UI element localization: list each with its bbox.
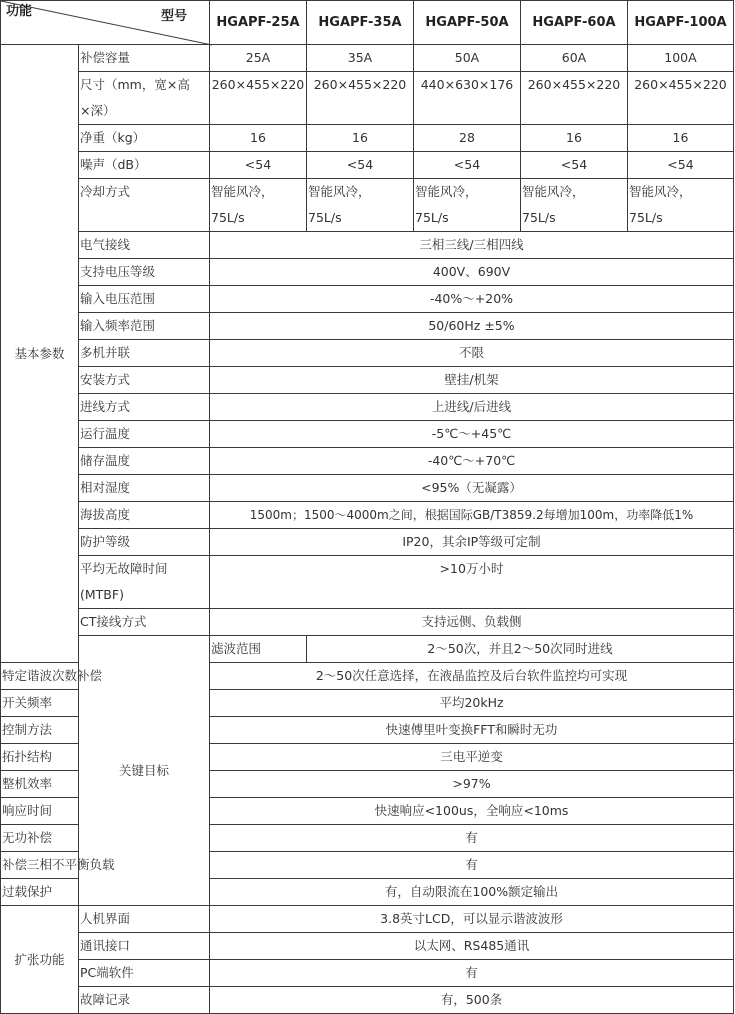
row-label: 海拔高度 [79,502,210,529]
table-row [1,960,734,987]
row-label-line: 平均无故障时间 [80,561,168,576]
model-header-50a: HGAPF-50A [414,1,521,45]
cell-value: 快速傅里叶变换FFT和瞬时无功 [210,717,734,744]
row-label: CT接线方式 [79,609,210,636]
cell-value: 有 [210,960,734,987]
table-row [1,609,734,636]
cell-value: 三相三线/三相四线 [210,232,734,259]
cell-value: 快速响应<100us，全响应<10ms [210,798,734,825]
table-row [1,286,734,313]
table-row [1,340,734,367]
row-label: 安装方式 [79,367,210,394]
row-label: 电气接线 [79,232,210,259]
table-row [1,556,734,609]
table-row [1,125,734,152]
row-label: 滤波范围 [210,636,307,663]
cell-value: 支持远侧、负载侧 [210,609,734,636]
row-label: 支持电压等级 [79,259,210,286]
row-label: 控制方法 [1,717,79,744]
cell-value [628,179,734,232]
cooling-line: 智能风冷， [629,184,692,199]
header-diagonal-cell [1,1,210,45]
table-row [1,152,734,179]
table-row [1,45,734,72]
cell-value: 平均20kHz [210,690,734,717]
header-row [1,1,734,45]
table-row [1,529,734,556]
cell-value: -40%～+20% [210,286,734,313]
cell-value: -40℃～+70℃ [210,448,734,475]
cell-value: 2～50次任意选择，在液晶监控及后台软件监控均可实现 [210,663,734,690]
cell-value: 16 [307,125,414,152]
cell-value: 以太网、RS485通讯 [210,933,734,960]
cooling-line: 75L/s [415,210,449,225]
cell-value [307,179,414,232]
cell-value: 440×630×176 [414,72,521,125]
row-label: 故障记录 [79,987,210,1014]
model-header: 型号 [160,9,187,24]
cell-value: <54 [210,152,307,179]
cell-value: 1500m；1500～4000m之间，根据国际GB/T3859.2每增加100m，功率降低1% [210,502,734,529]
row-label: 噪声（dB） [79,152,210,179]
table-row [1,502,734,529]
cell-value: 35A [307,45,414,72]
cell-value: <54 [414,152,521,179]
cell-value: <54 [521,152,628,179]
cell-value: 三电平逆变 [210,744,734,771]
table-row [1,987,734,1014]
row-label: 补偿三相不平衡负载 [1,852,79,879]
cooling-line: 75L/s [629,210,663,225]
row-label [79,72,210,125]
cooling-line: 75L/s [211,210,245,225]
table-row [1,448,734,475]
row-label: 冷却方式 [79,179,210,232]
cell-value: 有 [210,825,734,852]
cell-value: 有，自动限流在100%额定输出 [210,879,734,906]
row-label-line: (MTBF) [80,587,124,602]
row-label: 过载保护 [1,879,79,906]
cell-value [521,179,628,232]
cell-value: 不限 [210,340,734,367]
func-header: 功能 [6,4,33,19]
row-label: 无功补偿 [1,825,79,852]
row-label: 开关频率 [1,690,79,717]
cell-value: <54 [307,152,414,179]
table-row [1,933,734,960]
cell-value: 50/60Hz ±5% [210,313,734,340]
row-label: 拓扑结构 [1,744,79,771]
cell-value: 25A [210,45,307,72]
cell-value: -5℃～+45℃ [210,421,734,448]
row-label: 通讯接口 [79,933,210,960]
row-label: 净重（kg） [79,125,210,152]
table-row [1,232,734,259]
cell-value: 50A [414,45,521,72]
cell-value: 100A [628,45,734,72]
row-label: PC端软件 [79,960,210,987]
table-row [1,72,734,125]
cell-value [210,179,307,232]
cell-value: 260×455×220 [210,72,307,125]
row-label: 多机并联 [79,340,210,367]
row-label: 人机界面 [79,906,210,933]
table-row [1,394,734,421]
row-label: 防护等级 [79,529,210,556]
table-row [1,179,734,232]
cooling-line: 75L/s [308,210,342,225]
cell-value: 60A [521,45,628,72]
table-row [1,259,734,286]
model-header-60a: HGAPF-60A [521,1,628,45]
cooling-line: 智能风冷， [415,184,478,199]
cell-value: 400V、690V [210,259,734,286]
table-row [1,367,734,394]
model-header-25a: HGAPF-25A [210,1,307,45]
group-key: 关键目标 [79,636,210,906]
cell-value: 16 [210,125,307,152]
cell-value [414,179,521,232]
model-header-100a: HGAPF-100A [628,1,734,45]
table-row [1,636,734,663]
cell-value: 260×455×220 [307,72,414,125]
cell-value: 16 [628,125,734,152]
table-row [1,421,734,448]
row-label-line: ×深） [80,103,116,118]
group-ext: 扩张功能 [1,906,79,1014]
cooling-line: 智能风冷， [522,184,585,199]
cell-value: 16 [521,125,628,152]
row-label: 补偿容量 [79,45,210,72]
row-label: 进线方式 [79,394,210,421]
cell-value: >10万小时 [210,556,734,609]
cell-value: <95%（无凝露） [210,475,734,502]
cell-value: 2～50次，并且2～50次同时进线 [307,636,734,663]
table-row [1,906,734,933]
row-label: 整机效率 [1,771,79,798]
cell-value: 3.8英寸LCD，可以显示谐波波形 [210,906,734,933]
row-label-line: 尺寸（mm，宽×高 [80,77,190,92]
cell-value: 260×455×220 [521,72,628,125]
cell-value: 有 [210,852,734,879]
row-label: 响应时间 [1,798,79,825]
model-header-35a: HGAPF-35A [307,1,414,45]
cooling-line: 智能风冷， [308,184,371,199]
row-label [79,556,210,609]
cell-value: 有，500条 [210,987,734,1014]
table-row [1,313,734,340]
row-label: 特定谐波次数补偿 [1,663,79,690]
cell-value: >97% [210,771,734,798]
cell-value: 28 [414,125,521,152]
cell-value: 260×455×220 [628,72,734,125]
cell-value: 上进线/后进线 [210,394,734,421]
row-label: 运行温度 [79,421,210,448]
group-basic: 基本参数 [1,45,79,663]
row-label: 输入电压范围 [79,286,210,313]
cooling-line: 75L/s [522,210,556,225]
row-label: 储存温度 [79,448,210,475]
cell-value: <54 [628,152,734,179]
cell-value: IP20，其余IP等级可定制 [210,529,734,556]
cell-value: 壁挂/机架 [210,367,734,394]
cooling-line: 智能风冷， [211,184,274,199]
row-label: 相对湿度 [79,475,210,502]
table-row [1,475,734,502]
row-label: 输入频率范围 [79,313,210,340]
